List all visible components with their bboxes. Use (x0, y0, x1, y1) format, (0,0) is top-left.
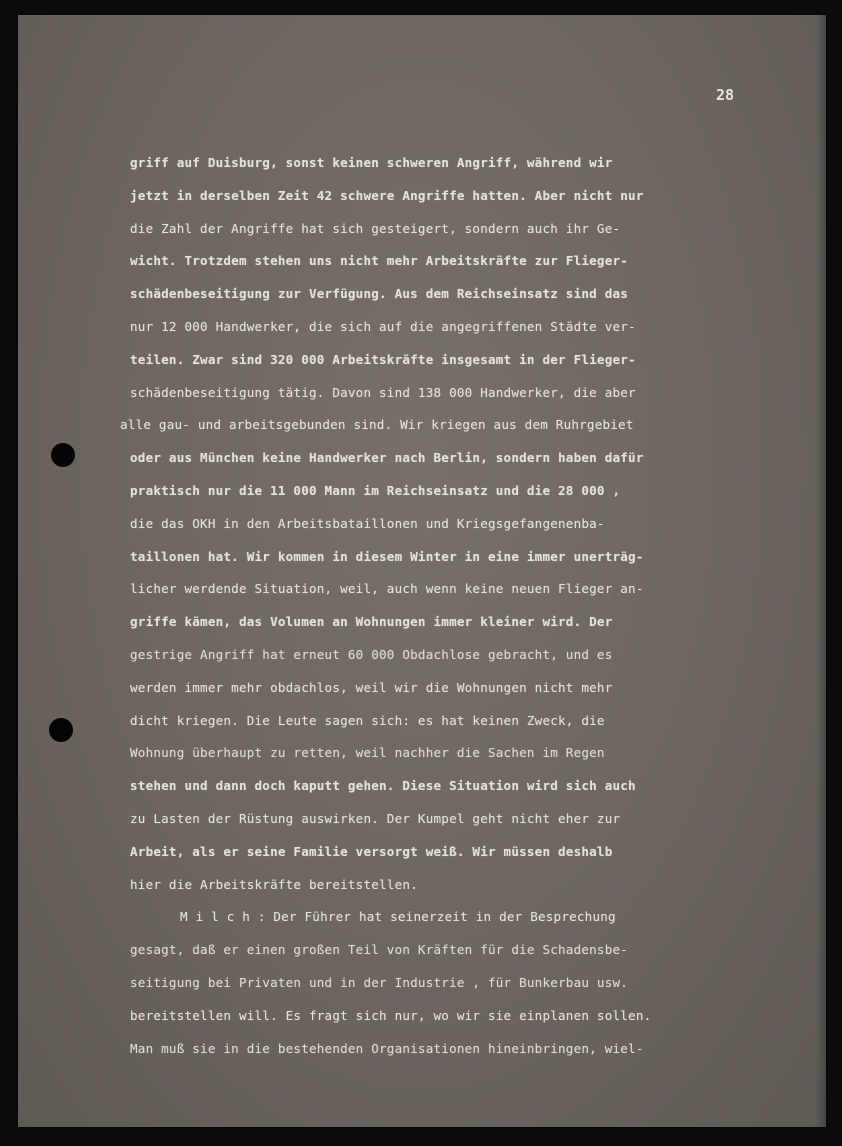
text-line-7: teilen. Zwar sind 320 000 Arbeitskräfte insgesamt in der Flieger- (130, 351, 636, 367)
text-line-2: jetzt in derselben Zeit 42 schwere Angriffe hatten. Aber nicht nur (130, 187, 644, 203)
text-line-20: stehen und dann doch kaputt gehen. Diese Situation wird sich auch (130, 778, 636, 794)
punch-hole-top (51, 443, 75, 467)
text-line-10: oder aus München keine Handwerker nach Berlin, sondern haben dafür (130, 450, 644, 466)
text-line-21: zu Lasten der Rüstung auswirken. Der Kumpel geht nicht eher zur (130, 810, 621, 826)
document-body (120, 147, 810, 1065)
text-line-18: dicht kriegen. Die Leute sagen sich: es hat keinen Zweck, die (130, 712, 605, 728)
text-line-27: bereitstellen will. Es fragt sich nur, wo wir sie einplanen sollen. (130, 1007, 652, 1023)
text-line-3: die Zahl der Angriffe hat sich gesteigert, sondern auch ihr Ge- (130, 220, 621, 236)
text-line-6: nur 12 000 Handwerker, die sich auf die angegriffenen Städte ver- (130, 318, 636, 334)
page-number: 28 (716, 86, 735, 104)
text-line-9: alle gau- und arbeitsgebunden sind. Wir kriegen aus dem Ruhrgebiet (120, 417, 634, 433)
text-line-14: licher werdende Situation, weil, auch wenn keine neuen Flieger an- (130, 581, 644, 597)
text-line-26: seitigung bei Privaten und in der Industrie , für Bunkerbau usw. (130, 974, 629, 990)
text-line-16: gestrige Angriff hat erneut 60 000 Obdachlose gebracht, und es (130, 646, 613, 662)
text-line-11: praktisch nur die 11 000 Mann im Reichseinsatz und die 28 000 , (130, 482, 621, 498)
punch-hole-bottom (49, 718, 73, 742)
text-line-19: Wohnung überhaupt zu retten, weil nachher die Sachen im Regen (130, 745, 605, 761)
text-line-25: gesagt, daß er einen großen Teil von Kräften für die Schadensbe- (130, 942, 629, 958)
text-line-17: werden immer mehr obdachlos, weil wir die Wohnungen nicht mehr (130, 679, 613, 695)
text-line-24: M i l c h : Der Führer hat seinerzeit in der Besprechung (180, 909, 616, 925)
text-line-5: schädenbeseitigung zur Verfügung. Aus dem Reichseinsatz sind das (130, 286, 629, 302)
text-line-12: die das OKH in den Arbeitsbataillonen und Kriegsgefangenenba- (130, 515, 605, 531)
text-line-22: Arbeit, als er seine Familie versorgt weiß. Wir müssen deshalb (130, 843, 613, 859)
text-line-1: griff auf Duisburg, sonst keinen schweren Angriff, während wir (130, 155, 613, 170)
text-line-4: wicht. Trotzdem stehen uns nicht mehr Arbeitskräfte zur Flieger- (130, 253, 629, 269)
text-line-15: griffe kämen, das Volumen an Wohnungen immer kleiner wird. Der (130, 614, 613, 630)
text-line-23: hier die Arbeitskräfte bereitstellen. (130, 876, 418, 892)
text-line-13: taillonen hat. Wir kommen in diesem Winter in eine immer unerträg- (130, 548, 644, 564)
text-line-28: Man muß sie in die bestehenden Organisationen hineinbringen, wiel- (130, 1040, 644, 1056)
text-line-8: schädenbeseitigung tätig. Davon sind 138 000 Handwerker, die aber (130, 384, 636, 400)
